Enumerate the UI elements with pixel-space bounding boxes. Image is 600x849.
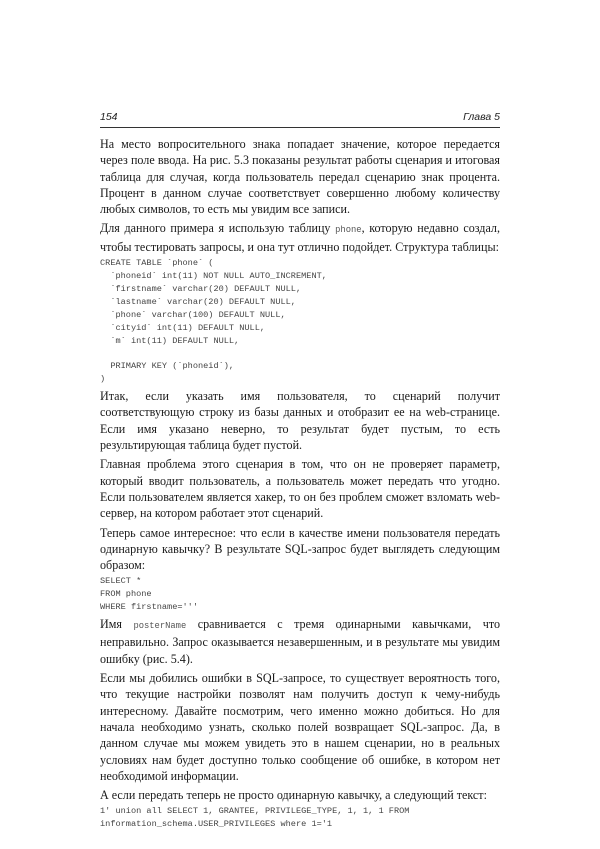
paragraph-7: Если мы добились ошибки в SQL-запросе, то существует вероятность того, что текущие настройки позволят нам получить доступ к чему-нибудь интересному. Давайте посмотрим, чего именно можно добиться. Но для начала необходимо узнать, сколько полей возвращает SQL-запрос. Да, в данном случае мы можем увидеть это в нашем сценарии, но в реальных условиях нам будет доступно только сообщение об ошибке, в котором нет необходимой информации. xyxy=(100,671,500,783)
paragraph-3: Итак, если указать имя пользователя, то сценарий получит соответствующую строку из базы данных и отобразит ее на web-странице. Если имя указано неверно, то результат будет пустым, то есть результирующая таблица будет пустой. xyxy=(100,389,500,453)
code-block-union: 1' union all SELECT 1, GRANTEE, PRIVILEGE_TYPE, 1, 1, 1 FROM information_schema.USER_PRIVILEGES where 1='1 xyxy=(100,806,410,830)
paragraph-1: На место вопросительного знака попадает значение, которое передается через поле ввода. На рис. 5.3 показаны результат работы сценария и итоговая таблица для случая, когда пользователь передал сценарию знак процента. Процент в данном случае соответствует совершенно любому количеству любых символов, то есть мы увидим все записи. xyxy=(100,137,500,217)
paragraph-2-text-b: , которую недавно создал, чтобы тестировать запросы, и она тут отлично подойдет. Структура таблицы: xyxy=(100,221,500,254)
inline-code-phone: phone xyxy=(335,225,362,236)
code-block-create-table: CREATE TABLE `phone` ( `phoneid` int(11) NOT NULL AUTO_INCREMENT, `firstname` varchar(20) DEFAULT NULL, `lastname` varchar(20) DEFAULT NULL, `phone` varchar(100) DEFAULT NULL, `cityid` int(11) DEFAULT NULL, `m` int(11) DEFAULT NULL, PRIMARY KEY (`phoneid`), ) xyxy=(100,258,327,385)
paragraph-6 xyxy=(100,616,500,667)
paragraph-6-text-b: сравнивается с тремя одинарными кавычками, что неправильно. Запрос оказывается незавершенным, и в результате мы увидим ошибку (рис. 5.4). xyxy=(100,617,500,666)
header-rule xyxy=(100,127,500,128)
page-body xyxy=(100,136,500,833)
chapter-title: Глава 5 xyxy=(463,111,500,123)
paragraph-5: Теперь самое интересное: что если в качестве имени пользователя передать одинарную кавычку? В результате SQL-запрос будет выглядеть следующим образом: xyxy=(100,525,500,573)
code-block-select: SELECT * FROM phone WHERE firstname=''' xyxy=(100,576,198,613)
paragraph-2-text-a: Для данного примера я использую таблицу xyxy=(100,221,336,236)
paragraph-4: Главная проблема этого сценария в том, что он не проверяет параметр, который вводит пользователь, а пользователь может передать что угодно. Если пользователем является хакер, то он без проблем сможет взломать web-сервер, на котором работает этот сценарий. xyxy=(100,457,500,521)
page-number: 154 xyxy=(100,111,118,123)
paragraph-6-text-a: Имя xyxy=(100,617,134,632)
paragraph-8: А если передать теперь не просто одинарную кавычку, а следующий текст: xyxy=(100,788,487,803)
inline-code-postername: posterName xyxy=(133,621,187,632)
paragraph-2 xyxy=(100,220,500,255)
